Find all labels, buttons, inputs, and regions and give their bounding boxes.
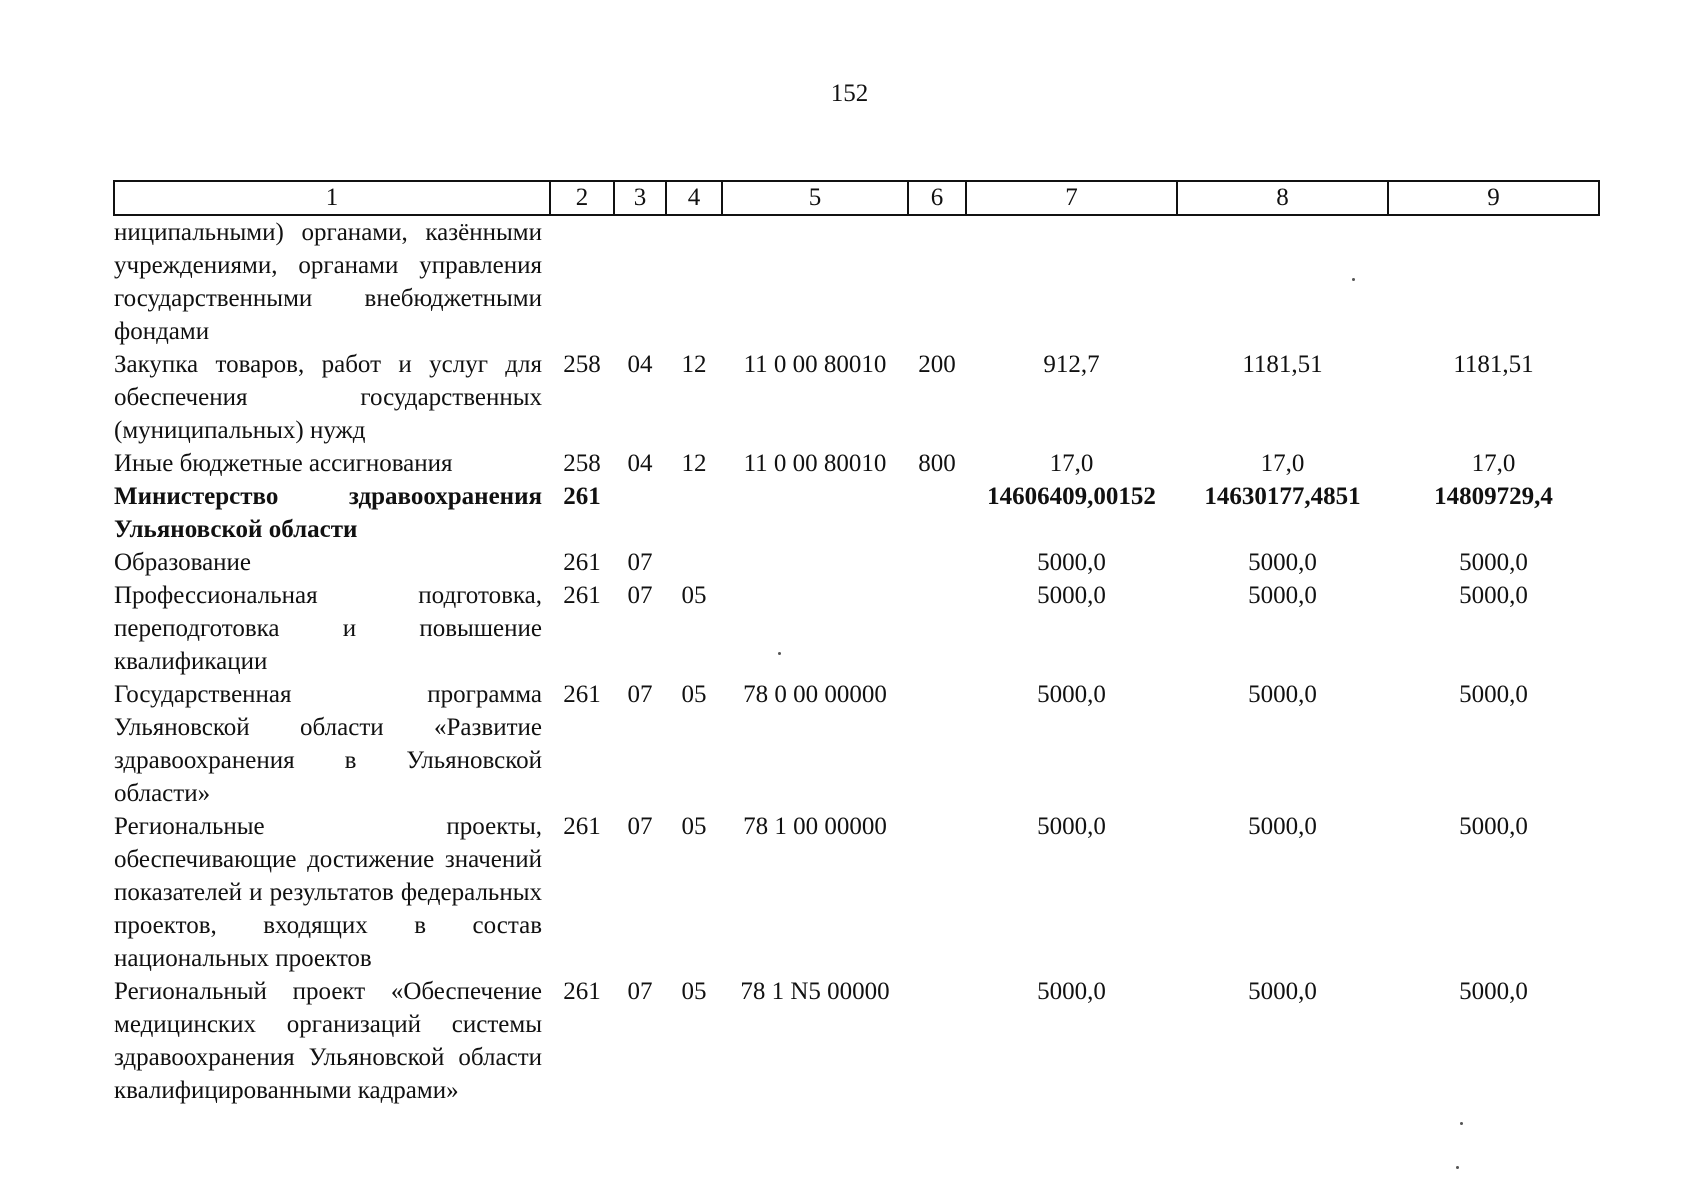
header-col-3: 3 <box>614 181 666 215</box>
row-amount-col7: 912,7 <box>1043 351 1100 378</box>
row-amount-col8 <box>1177 215 1388 348</box>
row-ministry-code <box>550 215 614 348</box>
header-col-6: 6 <box>908 181 966 215</box>
row-target-article: 78 0 00 00000 <box>743 681 887 708</box>
row-ministry-code: 261 <box>563 978 601 1005</box>
row-section: 07 <box>627 681 653 708</box>
row-ministry-code: 261 <box>563 549 601 576</box>
row-amount-col8: 14630177,4851 <box>1204 483 1361 510</box>
page-number: 152 <box>830 80 869 107</box>
row-amount-col7: 5000,0 <box>1037 978 1106 1005</box>
row-target-article <box>722 546 908 579</box>
row-amount-col7: 14606409,00152 <box>987 483 1156 510</box>
row-name: Министерство здравоохранения Ульяновской области <box>114 483 542 543</box>
table-row <box>114 579 1599 678</box>
header-col-1: 1 <box>114 181 550 215</box>
row-section: 07 <box>627 813 653 840</box>
row-name: ниципальными) органами, казёнными учреждениями, органами управления государственными внебюджетными фондами <box>114 219 542 345</box>
table-row <box>114 678 1599 810</box>
row-expense-type <box>908 975 966 1107</box>
row-subsection <box>666 215 722 348</box>
row-expense-type <box>908 480 966 546</box>
row-subsection: 05 <box>681 681 707 708</box>
row-subsection: 05 <box>681 978 707 1005</box>
row-amount-col9: 5000,0 <box>1459 582 1528 609</box>
row-name: Региональные проекты, обеспечивающие достижение значений показателей и результатов федеральных проектов, входящих в состав национальных проектов <box>114 813 542 972</box>
row-subsection: 05 <box>681 582 707 609</box>
row-expense-type: 800 <box>918 450 956 477</box>
row-amount-col9: 5000,0 <box>1459 549 1528 576</box>
row-amount-col7 <box>966 215 1177 348</box>
table-row <box>114 348 1599 447</box>
row-amount-col8: 5000,0 <box>1248 813 1317 840</box>
table-row <box>114 215 1599 348</box>
row-subsection <box>666 546 722 579</box>
row-amount-col8: 5000,0 <box>1248 978 1317 1005</box>
row-expense-type <box>908 579 966 678</box>
scan-speck <box>1456 1166 1459 1169</box>
row-subsection: 12 <box>681 351 707 378</box>
row-name: Закупка товаров, работ и услуг для обеспечения государственных (муниципальных) нужд <box>114 351 542 444</box>
row-section <box>614 480 666 546</box>
scan-speck <box>778 652 781 655</box>
table-row <box>114 975 1599 1107</box>
row-name: Профессиональная подготовка, переподготовка и повышение квалификации <box>114 582 542 675</box>
row-ministry-code: 261 <box>563 681 601 708</box>
row-target-article: 78 1 00 00000 <box>743 813 887 840</box>
row-target-article: 11 0 00 80010 <box>743 450 887 477</box>
row-section: 07 <box>627 549 653 576</box>
row-subsection: 05 <box>681 813 707 840</box>
row-amount-col8: 5000,0 <box>1248 681 1317 708</box>
row-expense-type <box>908 678 966 810</box>
row-amount-col7: 5000,0 <box>1037 681 1106 708</box>
row-ministry-code: 261 <box>563 483 601 510</box>
table-row-ministry <box>114 480 1599 546</box>
row-amount-col9: 1181,51 <box>1453 351 1534 378</box>
row-expense-type: 200 <box>918 351 956 378</box>
row-ministry-code: 261 <box>563 582 601 609</box>
row-target-article <box>722 215 908 348</box>
row-target-article <box>722 480 908 546</box>
row-amount-col7: 17,0 <box>1049 450 1094 477</box>
header-col-2: 2 <box>550 181 614 215</box>
header-col-7: 7 <box>966 181 1177 215</box>
budget-table <box>113 180 1600 1107</box>
row-target-article <box>722 579 908 678</box>
header-col-8: 8 <box>1177 181 1388 215</box>
header-col-4: 4 <box>666 181 722 215</box>
row-ministry-code: 261 <box>563 813 601 840</box>
header-row <box>114 181 1599 215</box>
row-expense-type <box>908 810 966 975</box>
header-col-5: 5 <box>722 181 908 215</box>
row-amount-col8: 17,0 <box>1260 450 1305 477</box>
scan-speck <box>1352 278 1355 281</box>
row-section: 04 <box>627 450 653 477</box>
row-amount-col7: 5000,0 <box>1037 549 1106 576</box>
table-row <box>114 810 1599 975</box>
row-amount-col9: 5000,0 <box>1459 978 1528 1005</box>
row-name: Государственная программа Ульяновской области «Развитие здравоохранения в Ульяновской области» <box>114 681 542 807</box>
row-name: Региональный проект «Обеспечение медицинских организаций системы здравоохранения Ульяновской области квалифицированными кадрами» <box>114 978 542 1104</box>
table-row <box>114 447 1599 480</box>
row-name: Иные бюджетные ассигнования <box>114 450 453 477</box>
row-amount-col9: 17,0 <box>1471 450 1516 477</box>
row-ministry-code: 258 <box>563 351 601 378</box>
row-amount-col9: 5000,0 <box>1459 681 1528 708</box>
row-section: 07 <box>627 978 653 1005</box>
row-amount-col8: 5000,0 <box>1248 582 1317 609</box>
row-section: 07 <box>627 582 653 609</box>
row-amount-col8: 1181,51 <box>1242 351 1323 378</box>
row-name: Образование <box>114 549 252 576</box>
row-expense-type <box>908 215 966 348</box>
row-amount-col9: 14809729,4 <box>1434 483 1553 510</box>
row-amount-col9 <box>1388 215 1599 348</box>
row-amount-col8: 5000,0 <box>1248 549 1317 576</box>
row-amount-col7: 5000,0 <box>1037 813 1106 840</box>
header-col-9: 9 <box>1388 181 1599 215</box>
row-expense-type <box>908 546 966 579</box>
row-subsection: 12 <box>681 450 707 477</box>
table-row <box>114 546 1599 579</box>
scan-speck <box>1460 1122 1463 1125</box>
row-section <box>614 215 666 348</box>
row-amount-col7: 5000,0 <box>1037 582 1106 609</box>
row-subsection <box>666 480 722 546</box>
row-amount-col9: 5000,0 <box>1459 813 1528 840</box>
row-target-article: 78 1 N5 00000 <box>740 978 890 1005</box>
row-section: 04 <box>627 351 653 378</box>
row-ministry-code: 258 <box>563 450 601 477</box>
row-target-article: 11 0 00 80010 <box>743 351 887 378</box>
